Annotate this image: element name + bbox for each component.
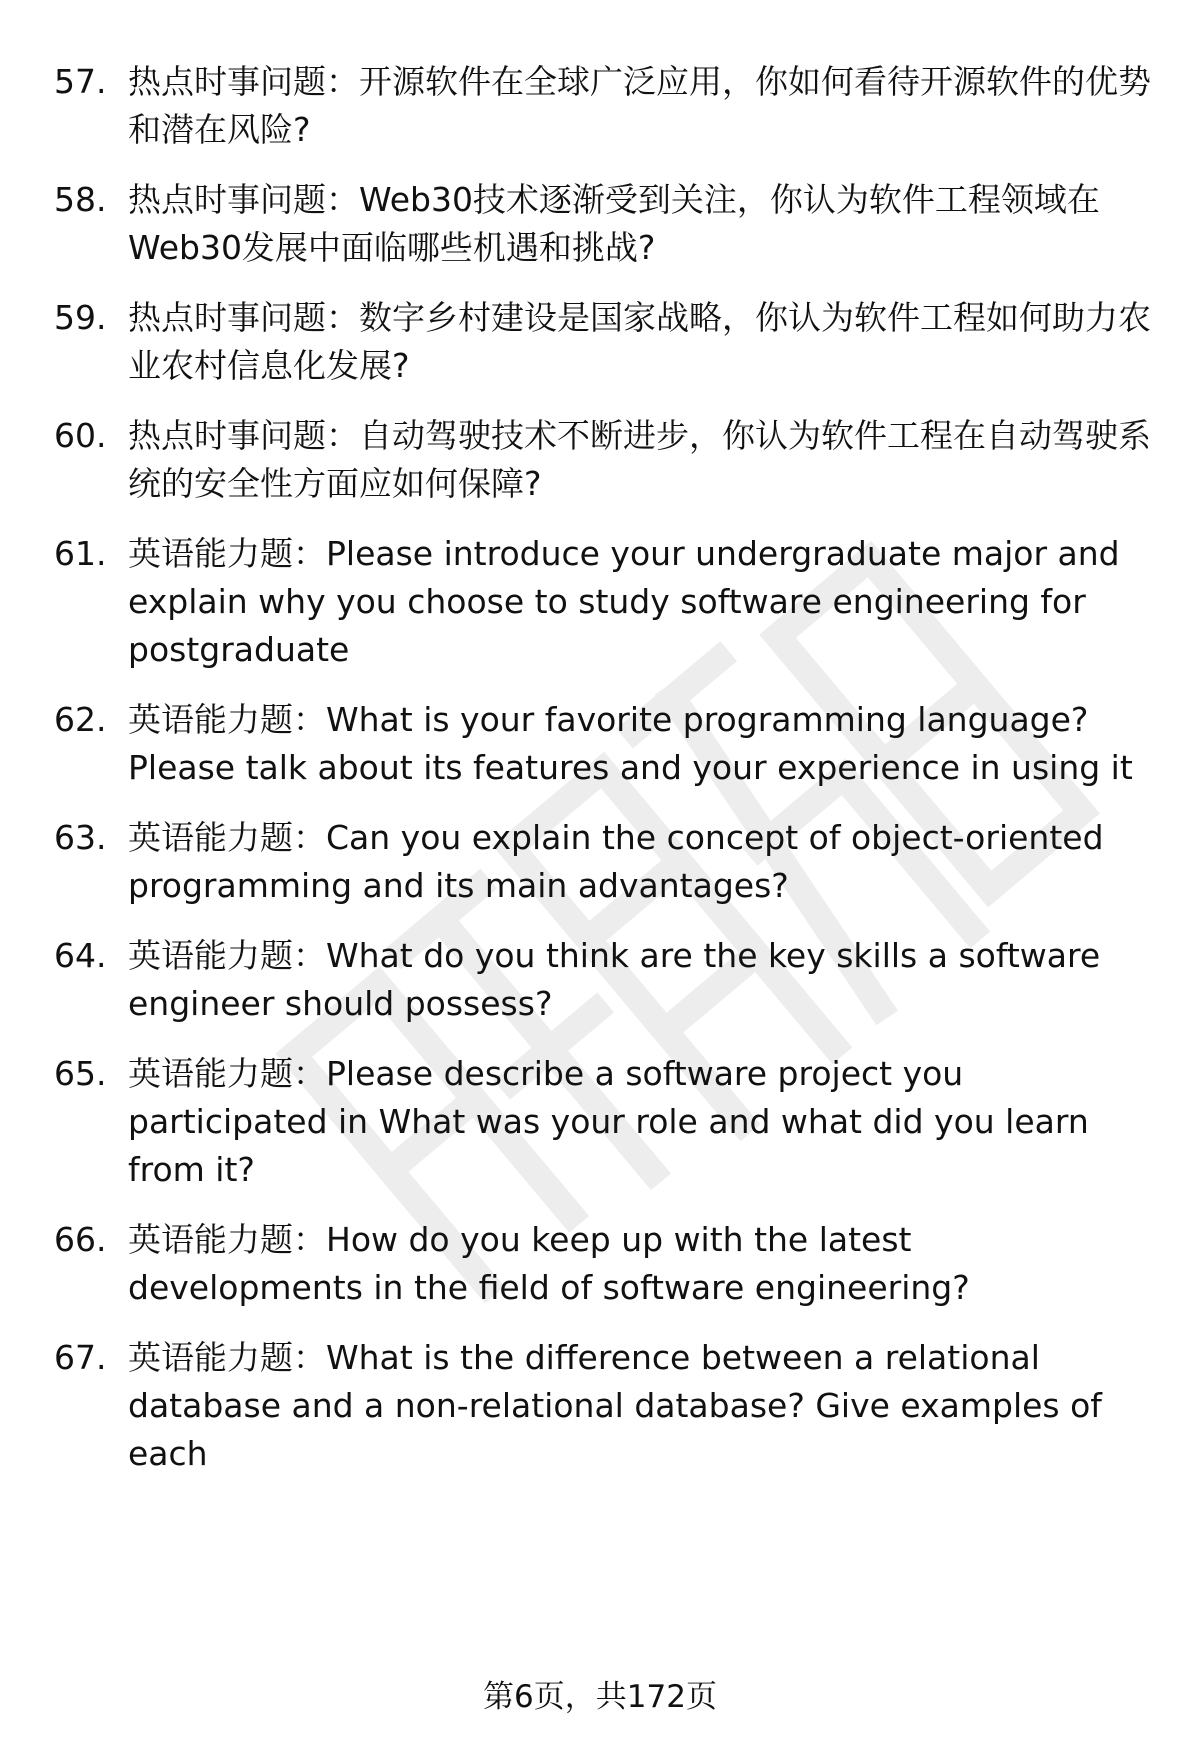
question-item-60 bbox=[54, 412, 1154, 508]
question-text: 英语能力题：What is the difference between a relational database and a non-relational database? Give examples of each bbox=[128, 1338, 1102, 1473]
question-number: 66. bbox=[54, 1220, 107, 1259]
question-item-62 bbox=[54, 696, 1154, 792]
question-item-61 bbox=[54, 530, 1154, 674]
question-item-65 bbox=[54, 1050, 1154, 1194]
question-text: 热点时事问题：开源软件在全球广泛应用，你如何看待开源软件的优势和潜在风险? bbox=[128, 62, 1151, 149]
question-number: 62. bbox=[54, 700, 107, 739]
question-item-58 bbox=[54, 176, 1154, 272]
question-number: 60. bbox=[54, 416, 107, 455]
question-number: 59. bbox=[54, 298, 107, 337]
question-list bbox=[54, 58, 1154, 1478]
question-number: 58. bbox=[54, 180, 107, 219]
question-item-64 bbox=[54, 932, 1154, 1028]
question-text: 英语能力题：What do you think are the key skills a software engineer should possess? bbox=[128, 936, 1101, 1023]
question-text: 热点时事问题：数字乡村建设是国家战略，你认为软件工程如何助力农业农村信息化发展? bbox=[128, 298, 1151, 385]
question-item-63 bbox=[54, 814, 1154, 910]
question-text: 英语能力题：How do you keep up with the latest developments in the field of software engineering? bbox=[128, 1220, 970, 1307]
question-number: 67. bbox=[54, 1338, 107, 1377]
question-number: 57. bbox=[54, 62, 107, 101]
question-item-66 bbox=[54, 1216, 1154, 1312]
question-number: 63. bbox=[54, 818, 107, 857]
question-item-67 bbox=[54, 1334, 1154, 1478]
question-text: 英语能力题：What is your favorite programming language? Please talk about its features and your experience in using it bbox=[128, 700, 1133, 787]
page-footer: 第6页，共172页 bbox=[483, 1679, 717, 1715]
question-text: 英语能力题：Please introduce your undergraduate major and explain why you choose to study software engineering for postgraduate bbox=[128, 534, 1120, 669]
question-text: 英语能力题：Can you explain the concept of object-oriented programming and its main advantages? bbox=[128, 818, 1104, 905]
question-number: 64. bbox=[54, 936, 107, 975]
question-number: 61. bbox=[54, 534, 107, 573]
question-text: 热点时事问题：Web30技术逐渐受到关注，你认为软件工程领域在Web30发展中面临哪些机遇和挑战? bbox=[128, 180, 1100, 267]
question-item-59 bbox=[54, 294, 1154, 390]
question-item-57 bbox=[54, 58, 1154, 154]
question-number: 65. bbox=[54, 1054, 107, 1093]
question-text: 热点时事问题：自动驾驶技术不断进步，你认为软件工程在自动驾驶系统的安全性方面应如何保障? bbox=[128, 416, 1151, 503]
question-text: 英语能力题：Please describe a software project you participated in What was your role and what did you learn from it? bbox=[128, 1054, 1089, 1189]
